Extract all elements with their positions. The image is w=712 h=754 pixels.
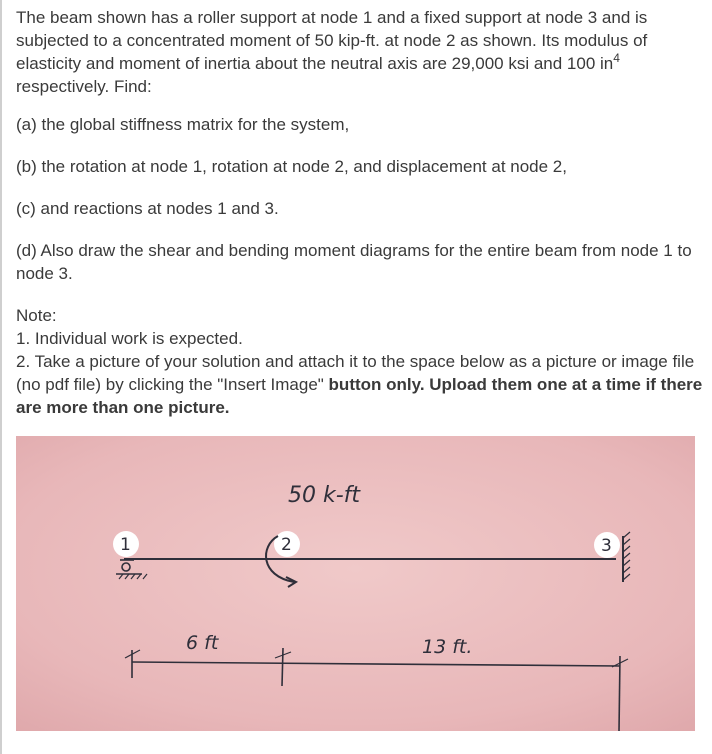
note-2-text: 2. Take a picture of your solution and attach it to the space below as a picture or image file (no pdf file) by clicking the "Insert Image" xyxy=(16,352,695,394)
note-2 xyxy=(16,350,706,419)
paper-background xyxy=(16,436,695,731)
item-a: (a) the global stiffness matrix for the system, xyxy=(16,115,350,134)
node2-label: 2 xyxy=(281,535,292,555)
note-2-bold: button only. Upload them one at a time if there are more than one picture. xyxy=(16,375,703,417)
question-text xyxy=(16,6,706,419)
intro-text: The beam shown has a roller support at node 1 and a fixed support at node 3 and is subjected to a concentrated moment of 50 kip-ft. at node 2 as shown. Its modulus of elasticity and moment of inertia about the neutral axis are 29,000 ksi and 100 in xyxy=(16,8,648,73)
note-1: 1. Individual work is expected. xyxy=(16,329,243,348)
intro-paragraph xyxy=(16,6,706,98)
span2-label: 13 ft. xyxy=(422,636,473,658)
node3-label: 3 xyxy=(601,536,612,556)
beam-photo xyxy=(16,436,695,731)
beam-sketch xyxy=(16,436,695,731)
moment-label: 50 k-ft xyxy=(288,483,361,508)
left-border xyxy=(0,0,2,754)
span1-label: 6 ft xyxy=(186,632,219,654)
item-b: (b) the rotation at node 1, rotation at node 2, and displacement at node 2, xyxy=(16,157,567,176)
node1-label: 1 xyxy=(120,535,131,555)
item-c: (c) and reactions at nodes 1 and 3. xyxy=(16,199,279,218)
intro-text-end: respectively. Find: xyxy=(16,77,152,96)
item-d: (d) Also draw the shear and bending moment diagrams for the entire beam from node 1 to node 3. xyxy=(16,241,692,283)
intro-superscript: 4 xyxy=(613,51,620,65)
note-title: Note: xyxy=(16,306,57,325)
